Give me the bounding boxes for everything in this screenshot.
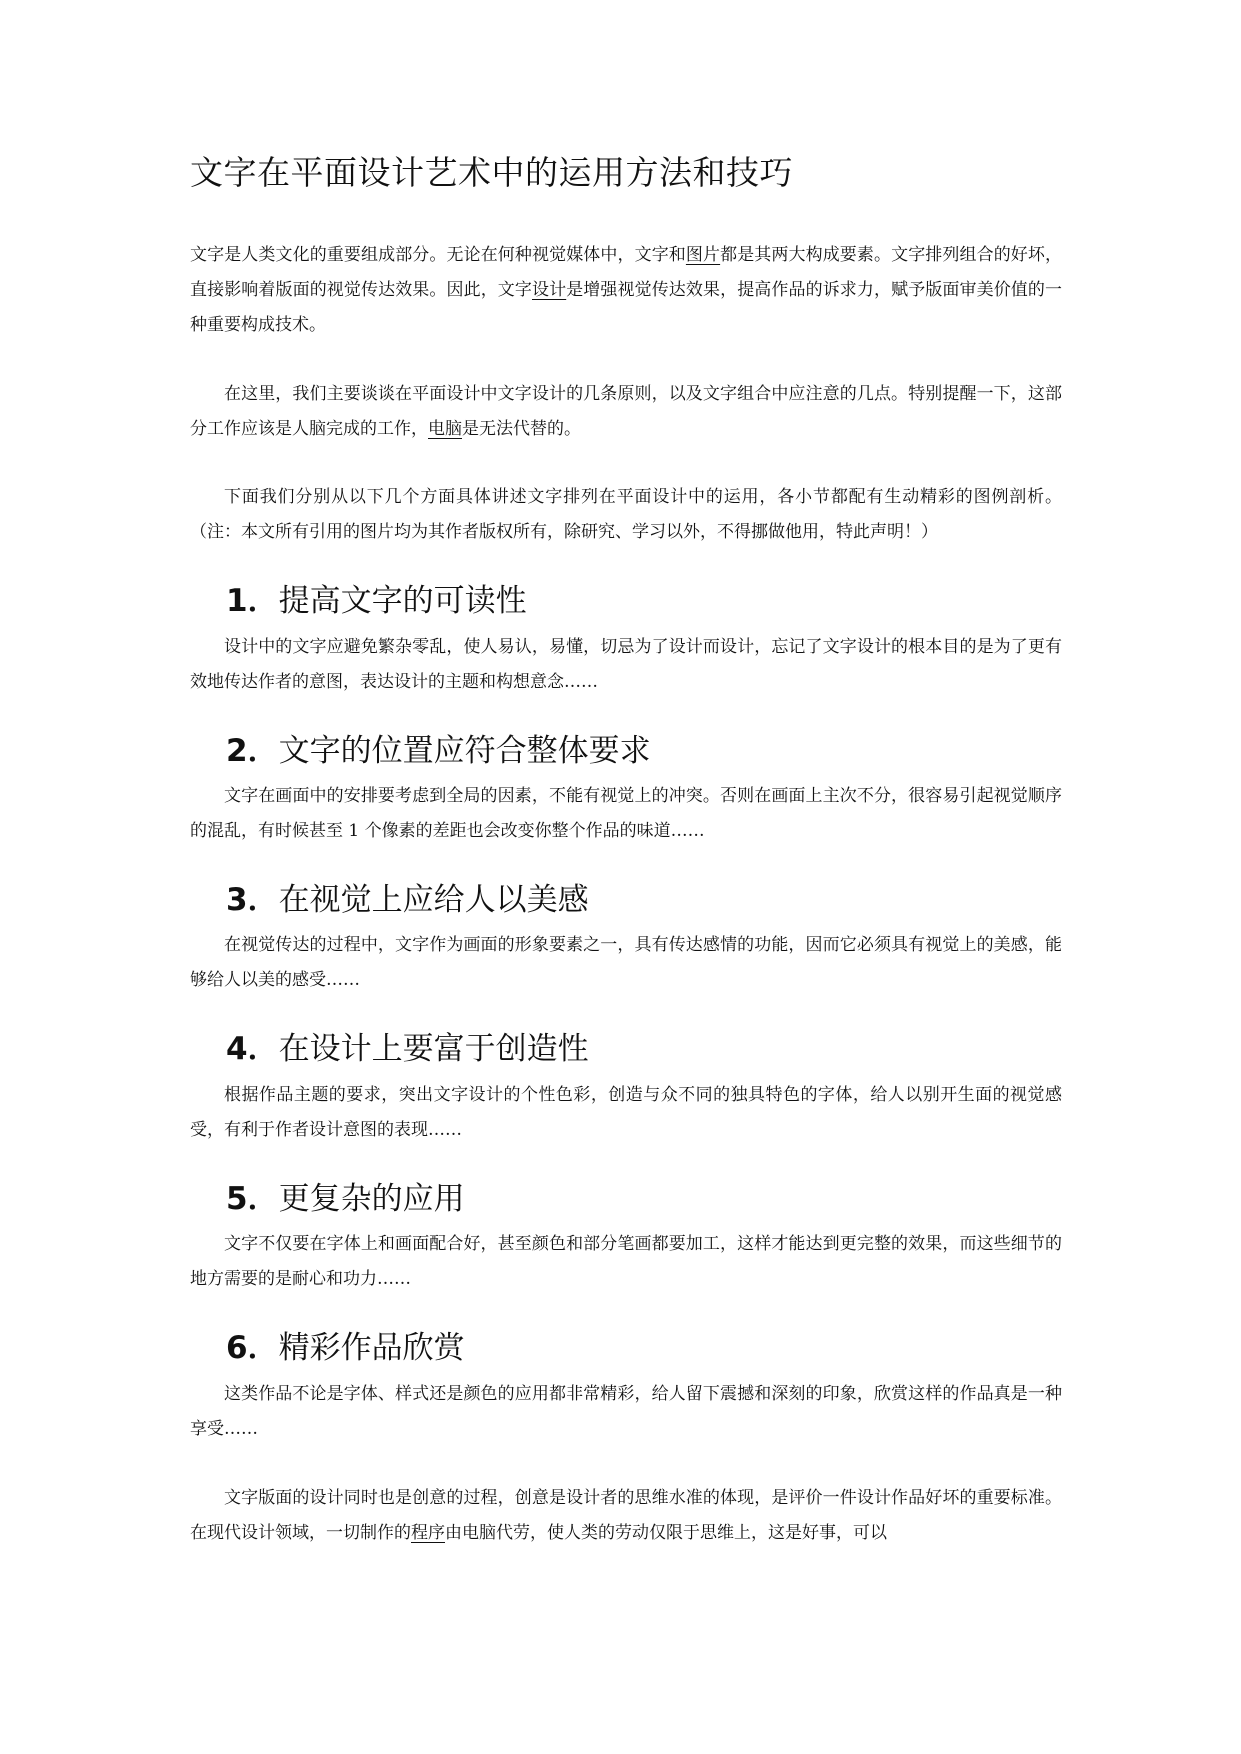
section-number: 5． <box>226 1180 279 1217</box>
section-title: 精彩作品欣赏 <box>278 1330 465 1367</box>
section-body: 这类作品不论是字体、样式还是颜色的应用都非常精彩，给人留下震撼和深刻的印象，欣赏这样的作品真是一种享受…… <box>190 1383 1062 1439</box>
section-title: 在视觉上应给人以美感 <box>278 881 589 918</box>
closing-paragraph <box>190 1481 1062 1551</box>
section-4 <box>190 1028 1062 1147</box>
section-heading <box>190 879 1062 922</box>
section-body: 根据作品主题的要求，突出文字设计的个性色彩，创造与众不同的独具特色的字体，给人以别开生面的视觉感受，有利于作者设计意图的表现…… <box>190 1084 1062 1140</box>
section-title: 文字的位置应符合整体要求 <box>278 732 651 769</box>
section-number: 3． <box>226 881 279 918</box>
closing-text: 文字版面的设计同时也是创意的过程，创意是设计者的思维水准的体现，是评价一件设计作品好坏的重要标准。在现代设计领域，一切制作的 <box>190 1487 1062 1543</box>
section-5 <box>190 1178 1062 1297</box>
intro-text: 是无法代替的。 <box>462 419 581 440</box>
section-number: 2． <box>226 732 279 769</box>
intro-paragraph-1 <box>190 238 1062 343</box>
section-number: 4． <box>226 1031 279 1068</box>
section-3 <box>190 879 1062 998</box>
section-heading <box>190 730 1062 773</box>
intro-text: 文字是人类文化的重要组成部分。无论在何种视觉媒体中，文字和 <box>190 245 686 266</box>
section-body: 文字不仅要在字体上和画面配合好，甚至颜色和部分笔画都要加工，这样才能达到更完整的效果，而这些细节的地方需要的是耐心和功力…… <box>190 1234 1062 1290</box>
link-computer[interactable]: 电脑 <box>428 419 462 440</box>
section-heading <box>190 1028 1062 1071</box>
link-program[interactable]: 程序 <box>411 1522 445 1543</box>
intro-text: 是增强视觉传达效果，提高作品的诉求力，赋予版面审美价值的一种重要构成技术。 <box>190 280 1063 336</box>
section-body: 在视觉传达的过程中，文字作为画面的形象要素之一，具有传达感情的功能，因而它必须具有视觉上的美感，能够给人以美的感受…… <box>190 935 1062 991</box>
section-title: 提高文字的可读性 <box>278 583 527 620</box>
section-title: 在设计上要富于创造性 <box>278 1031 589 1068</box>
section-heading <box>190 580 1062 623</box>
section-heading <box>190 1178 1062 1221</box>
section-2 <box>190 730 1062 849</box>
section-body: 设计中的文字应避免繁杂零乱，使人易认，易懂，切忌为了设计而设计，忘记了文字设计的根本目的是为了更有效地传达作者的意图，表达设计的主题和构想意念…… <box>190 636 1062 692</box>
link-images[interactable]: 图片 <box>685 245 721 266</box>
document-content <box>190 150 1062 1551</box>
section-number: 6． <box>226 1330 279 1367</box>
intro-text: 在这里，我们主要谈谈在平面设计中文字设计的几条原则，以及文字组合中应注意的几点。特别提醒一下，这部分工作应该是人脑完成的工作， <box>190 384 1062 440</box>
closing-text: 由电脑代劳，使人类的劳动仅限于思维上，这是好事，可以 <box>445 1522 887 1543</box>
link-design[interactable]: 设计 <box>532 280 567 301</box>
intro-paragraph-3: 下面我们分别从以下几个方面具体讲述文字排列在平面设计中的运用，各小节都配有生动精彩的图例剖析。（注：本文所有引用的图片均为其作者版权所有，除研究、学习以外，不得挪做他用，特此声明！） <box>190 487 1062 543</box>
section-title: 更复杂的应用 <box>278 1180 465 1217</box>
section-heading <box>190 1327 1062 1370</box>
section-1 <box>190 580 1062 699</box>
section-number: 1． <box>226 583 279 620</box>
intro-text: 都是其两大构成要素。文字排列组合的好坏，直接影响着版面的视觉传达效果。因此，文字 <box>190 245 1063 301</box>
section-body: 文字在画面中的安排要考虑到全局的因素，不能有视觉上的冲突。否则在画面上主次不分，很容易引起视觉顺序的混乱，有时候甚至 1 个像素的差距也会改变你整个作品的味道…… <box>190 785 1062 841</box>
section-6 <box>190 1327 1062 1446</box>
intro-paragraph-2 <box>190 377 1062 447</box>
document-title: 文字在平面设计艺术中的运用方法和技巧 <box>190 153 793 192</box>
